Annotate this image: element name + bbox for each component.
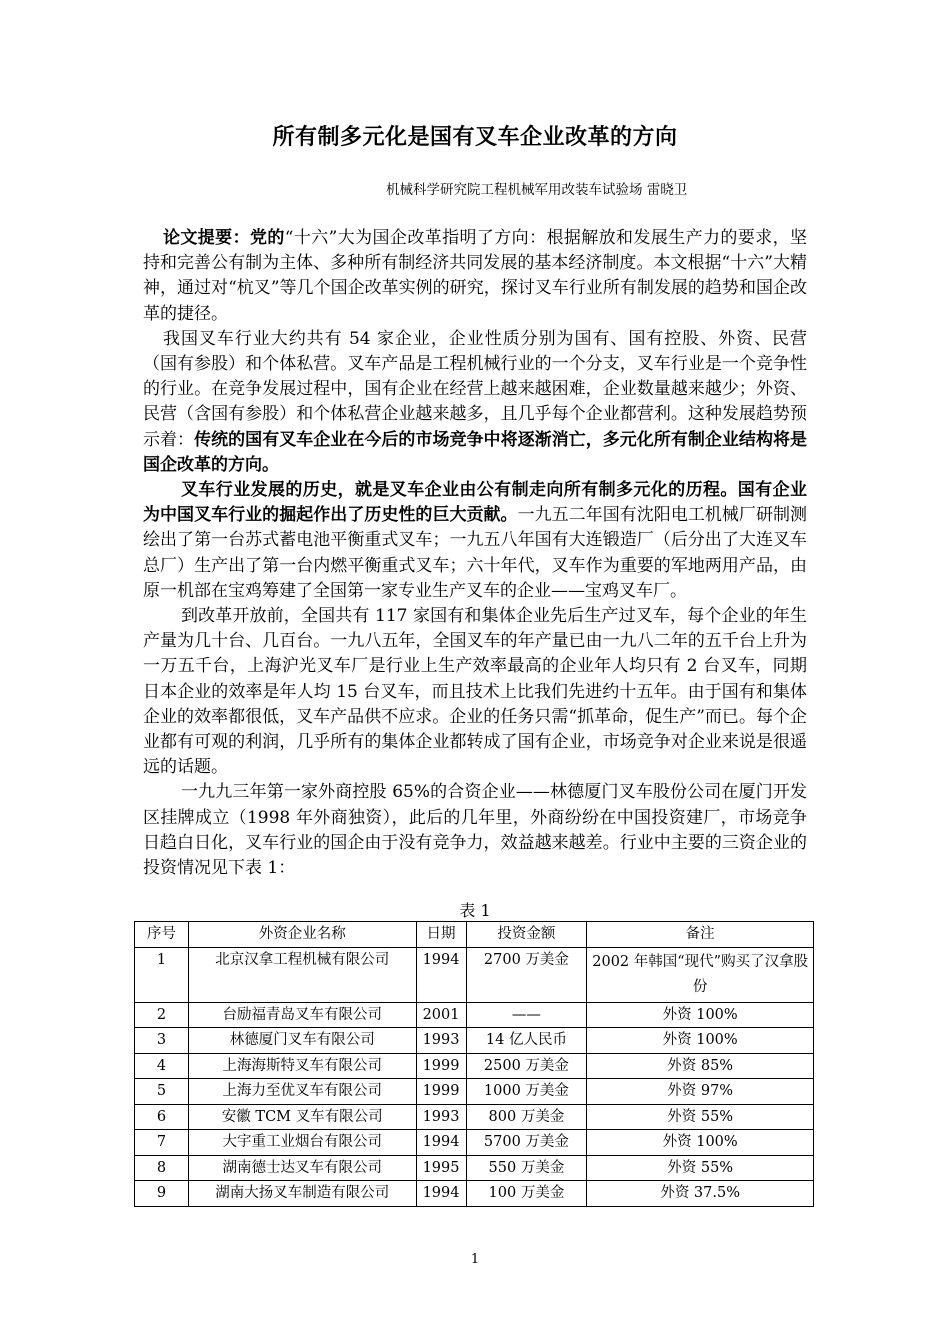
cell-company: 上海力至优叉车有限公司 (188, 1079, 416, 1105)
table-row (135, 1130, 814, 1156)
cell-amount: 14 亿人民币 (466, 1028, 587, 1054)
cell-note: 外资 55% (587, 1104, 814, 1130)
table-row (135, 947, 814, 1002)
cell-date: 1999 (416, 1079, 466, 1105)
cell-company: 安徽 TCM 叉车有限公司 (188, 1104, 416, 1130)
header-note: 备注 (587, 922, 814, 948)
paragraph-reform-era: 到改革开放前，全国共有 117 家国有和集体企业先后生产过叉车，每个企业的年生产量为几十台、几百台。一九八五年，全国叉车的年产量已由一九八二年的五千台上升为一万五千台，上海沪光叉车厂是行业上生产效率最高的企业年人均只有 2 台叉车，同期日本企业的效率是年人均 15 台叉车，而且技术上比我们先进约十五年。由于国有和集体企业的效率都很低，叉车产品供不应求。企业的任务只需“抓革命，促生产”而已。每个企业都有可观的利润，几乎所有的集体企业都转成了国有企业，市场竞争对企业来说是很遥远的话题。 (143, 606, 807, 778)
abstract-lead-quote: “十六” (284, 228, 338, 248)
body-text (143, 226, 807, 881)
cell-note: 外资 55% (587, 1155, 814, 1181)
cell-company: 林德厦门叉车有限公司 (188, 1028, 416, 1054)
cell-date: 1994 (416, 947, 466, 1002)
document-title: 所有制多元化是国有叉车企业改革的方向 (272, 125, 678, 150)
cell-note: 外资 85% (587, 1053, 814, 1079)
header-amount: 投资金额 (466, 922, 587, 948)
cell-amount: 550 万美金 (466, 1155, 587, 1181)
cell-note: 外资 37.5% (587, 1181, 814, 1207)
paragraph-history (143, 478, 807, 604)
cell-amount: 2500 万美金 (466, 1053, 587, 1079)
cell-index: 1 (135, 947, 189, 1002)
cell-amount: —— (466, 1002, 587, 1028)
table-row (135, 1181, 814, 1207)
table-caption: 表 1 (459, 901, 491, 920)
cell-company: 湖南大扬叉车制造有限公司 (188, 1181, 416, 1207)
cell-company: 北京汉拿工程机械有限公司 (188, 947, 416, 1002)
abstract-rest: 大为国企改革指明了方向：根据解放和发展生产力的要求，坚持和完善公有制为主体、多种所有制经济共同发展的基本经济制度。本文根据“十六”大精神，通过对“杭叉”等几个国企改革实例的研究，探讨叉车行业所有制发展的趋势和国企改革的捷径。 (143, 228, 808, 324)
abstract-lead: 论文提要：党的 (163, 228, 285, 248)
table-row (135, 1028, 814, 1054)
cell-date: 1995 (416, 1155, 466, 1181)
cell-note: 外资 100% (587, 1028, 814, 1054)
cell-company: 上海海斯特叉车有限公司 (188, 1053, 416, 1079)
paragraph-3-text: 一九五二年国有沈阳电工机械厂研制测绘出了第一台苏式蓄电池平衡重式叉车；一九五八年国有大连锻造厂（后分出了大连叉车总厂）生产出了第一台内燃平衡重式叉车；六十年代，叉车作为重要的军地两用产品，由原一机部在宝鸡筹建了全国第一家专业生产叉车的企业——宝鸡叉车厂。 (143, 505, 807, 601)
investment-table (134, 921, 814, 1207)
cell-company: 大宇重工业烟台有限公司 (188, 1130, 416, 1156)
cell-date: 1993 (416, 1028, 466, 1054)
cell-date: 1994 (416, 1181, 466, 1207)
cell-index: 9 (135, 1181, 189, 1207)
paragraph-3-emphasis: 叉车行业发展的历史，就是叉车企业由公有制走向所有制多元化的历程。国有企业为中国叉车行业的掘起作出了历史性的巨大贡献。 (143, 480, 807, 526)
cell-note: 外资 100% (587, 1002, 814, 1028)
header-index: 序号 (135, 922, 189, 948)
cell-date: 1999 (416, 1053, 466, 1079)
cell-amount: 2700 万美金 (466, 947, 587, 1002)
cell-amount: 5700 万美金 (466, 1130, 587, 1156)
paragraph-2-text: 我国叉车行业大约共有 54 家企业，企业性质分别为国有、国有控股、外资、民营（国有参股）和个体私营。叉车产品是工程机械行业的一个分支，叉车行业是一个竞争性的行业。在竞争发展过程中，国有企业在经营上越来越困难，企业数量越来越少；外资、民营（含国有参股）和个体私营企业越来越多，且几乎每个企业都营利。这种发展趋势预示着： (143, 328, 807, 450)
paragraph-industry-overview (143, 327, 807, 478)
cell-index: 6 (135, 1104, 189, 1130)
cell-date: 2001 (416, 1002, 466, 1028)
cell-company: 湖南德士达叉车有限公司 (188, 1155, 416, 1181)
cell-amount: 800 万美金 (466, 1104, 587, 1130)
page-number: 1 (470, 1252, 480, 1267)
cell-index: 7 (135, 1130, 189, 1156)
table-header-row (135, 922, 814, 948)
table-row (135, 1002, 814, 1028)
paragraph-2-emphasis: 传统的国有叉车企业在今后的市场竞争中将逐渐消亡，多元化所有制企业结构将是国企改革的方向。 (143, 429, 808, 475)
cell-date: 1993 (416, 1104, 466, 1130)
header-company: 外资企业名称 (188, 922, 416, 948)
cell-note: 外资 97% (587, 1079, 814, 1105)
cell-note: 2002 年韩国“现代”购买了汉拿股份 (587, 947, 814, 1002)
cell-note: 外资 100% (587, 1130, 814, 1156)
cell-amount: 100 万美金 (466, 1181, 587, 1207)
cell-index: 4 (135, 1053, 189, 1079)
cell-date: 1994 (416, 1130, 466, 1156)
cell-amount: 1000 万美金 (466, 1079, 587, 1105)
header-date: 日期 (416, 922, 466, 948)
author-line: 机械科学研究院工程机械军用改装车试验场 雷晓卫 (386, 182, 688, 198)
table-row (135, 1155, 814, 1181)
table-row (135, 1079, 814, 1105)
table-row (135, 1104, 814, 1130)
paragraph-foreign-investment: 一九九三年第一家外商控股 65%的合资企业——林德厦门叉车股份公司在厦门开发区挂牌成立（1998 年外商独资），此后的几年里，外商纷纷在中国投资建厂，市场竞争日趋白日化，叉车行业的国企由于没有竞争力，效益越来越差。行业中主要的三资企业的投资情况见下表 1： (143, 782, 807, 879)
cell-index: 5 (135, 1079, 189, 1105)
cell-company: 台励福青岛叉车有限公司 (188, 1002, 416, 1028)
cell-index: 3 (135, 1028, 189, 1054)
cell-index: 2 (135, 1002, 189, 1028)
cell-index: 8 (135, 1155, 189, 1181)
table-row (135, 1053, 814, 1079)
abstract-paragraph (143, 226, 807, 327)
